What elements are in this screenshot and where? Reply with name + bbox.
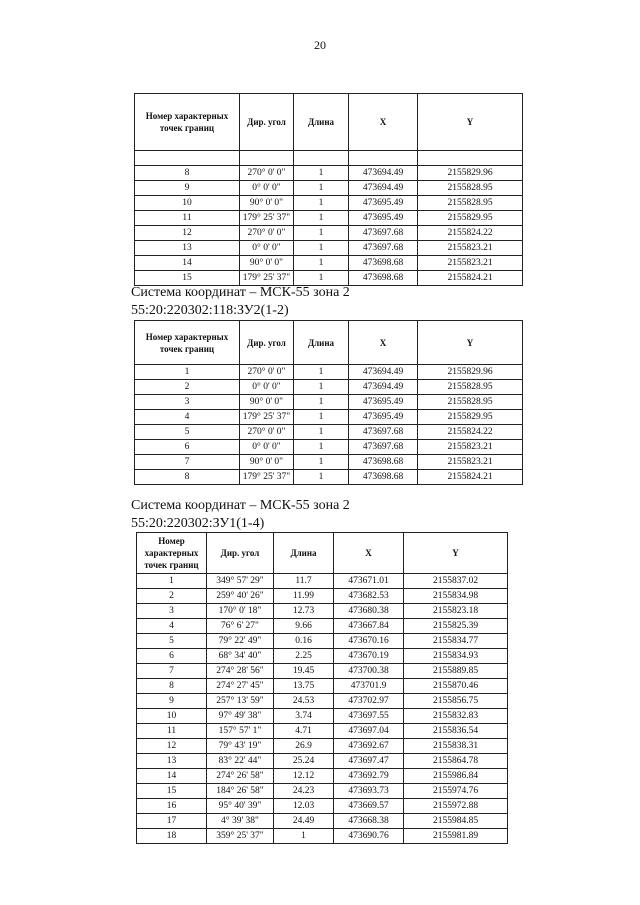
direction-angle-cell: 68° 34' 40" <box>207 649 274 664</box>
y-cell: 2155856.75 <box>404 694 508 709</box>
point-number-cell: 9 <box>137 694 207 709</box>
table-row <box>135 455 523 470</box>
length-cell: 4.71 <box>274 724 334 739</box>
y-cell: 2155824.21 <box>418 271 523 286</box>
point-number-cell: 2 <box>135 380 240 395</box>
header-x: X <box>334 533 404 574</box>
table-row <box>137 784 508 799</box>
point-number-cell: 16 <box>137 799 207 814</box>
length-cell: 19.45 <box>274 664 334 679</box>
table-row <box>137 649 508 664</box>
y-cell: 2155823.21 <box>418 440 523 455</box>
length-cell: 1 <box>274 829 334 844</box>
point-number-cell: 13 <box>137 754 207 769</box>
y-cell: 2155834.93 <box>404 649 508 664</box>
x-cell: 473667.84 <box>334 619 404 634</box>
direction-angle-cell: 270° 0' 0" <box>240 425 294 440</box>
x-cell: 473670.19 <box>334 649 404 664</box>
header-point-number: Номер характерных точек границ <box>137 533 207 574</box>
direction-angle-cell: 274° 27' 45" <box>207 679 274 694</box>
header-point-number: Номер характерных точек границ <box>135 94 240 151</box>
direction-angle-cell: 274° 26' 58" <box>207 769 274 784</box>
length-cell: 24.23 <box>274 784 334 799</box>
y-cell: 2155864.78 <box>404 754 508 769</box>
x-cell: 473690.76 <box>334 829 404 844</box>
direction-angle-cell: 76° 6' 27" <box>207 619 274 634</box>
direction-angle-cell: 274° 28' 56" <box>207 664 274 679</box>
y-cell: 2155836.54 <box>404 724 508 739</box>
length-cell: 25.24 <box>274 754 334 769</box>
point-number-cell: 11 <box>137 724 207 739</box>
point-number-cell: 8 <box>135 470 240 485</box>
y-cell: 2155828.95 <box>418 181 523 196</box>
table-row <box>137 769 508 784</box>
direction-angle-cell: 83° 22' 44" <box>207 754 274 769</box>
page-number: 20 <box>314 38 326 52</box>
point-number-cell: 12 <box>135 226 240 241</box>
length-cell: 24.53 <box>274 694 334 709</box>
y-cell: 2155825.39 <box>404 619 508 634</box>
table-row <box>137 664 508 679</box>
y-cell: 2155829.95 <box>418 410 523 425</box>
x-cell: 473668.38 <box>334 814 404 829</box>
y-cell: 2155828.95 <box>418 380 523 395</box>
y-cell: 2155889.85 <box>404 664 508 679</box>
x-cell: 473694.49 <box>349 365 418 380</box>
direction-angle-cell: 97° 49' 38" <box>207 709 274 724</box>
y-cell: 2155838.31 <box>404 739 508 754</box>
table-row <box>135 166 523 181</box>
x-cell: 473698.68 <box>349 455 418 470</box>
direction-angle-cell: 257° 13' 59" <box>207 694 274 709</box>
direction-angle-cell: 184° 26' 58" <box>207 784 274 799</box>
x-cell: 473695.49 <box>349 211 418 226</box>
y-cell: 2155823.18 <box>404 604 508 619</box>
direction-angle-cell: 0° 0' 0" <box>240 380 294 395</box>
length-cell: 13.75 <box>274 679 334 694</box>
table-row <box>137 679 508 694</box>
point-number-cell: 17 <box>137 814 207 829</box>
header-x: X <box>349 94 418 151</box>
length-cell: 1 <box>294 365 349 380</box>
table-row <box>137 574 508 589</box>
table-row <box>135 181 523 196</box>
x-cell: 473698.68 <box>349 271 418 286</box>
length-cell: 1 <box>294 211 349 226</box>
x-cell: 473693.73 <box>334 784 404 799</box>
point-number-cell: 7 <box>137 664 207 679</box>
x-cell: 473697.68 <box>349 440 418 455</box>
table-row <box>137 634 508 649</box>
length-cell: 1 <box>294 470 349 485</box>
length-cell: 1 <box>294 241 349 256</box>
table-row <box>137 814 508 829</box>
table-row <box>137 724 508 739</box>
table-caption <box>131 284 350 320</box>
length-cell: 3.74 <box>274 709 334 724</box>
point-number-cell: 9 <box>135 181 240 196</box>
header-x: X <box>349 321 418 365</box>
direction-angle-cell: 179° 25' 37" <box>240 271 294 286</box>
y-cell: 2155870.46 <box>404 679 508 694</box>
coordinates-table <box>134 320 523 485</box>
y-cell: 2155834.77 <box>404 634 508 649</box>
length-cell: 1 <box>294 440 349 455</box>
point-number-cell: 8 <box>137 679 207 694</box>
x-cell: 473698.68 <box>349 256 418 271</box>
length-cell: 11.7 <box>274 574 334 589</box>
length-cell: 1 <box>294 256 349 271</box>
length-cell: 12.73 <box>274 604 334 619</box>
direction-angle-cell: 359° 25' 37" <box>207 829 274 844</box>
x-cell: 473702.97 <box>334 694 404 709</box>
length-cell: 1 <box>294 166 349 181</box>
x-cell: 473692.67 <box>334 739 404 754</box>
length-cell: 11.99 <box>274 589 334 604</box>
point-number-cell: 4 <box>135 410 240 425</box>
table-row <box>137 754 508 769</box>
direction-angle-cell: 90° 0' 0" <box>240 256 294 271</box>
length-cell: 12.12 <box>274 769 334 784</box>
header-y: Y <box>404 533 508 574</box>
table-row <box>137 829 508 844</box>
y-cell: 2155981.89 <box>404 829 508 844</box>
length-cell: 0.16 <box>274 634 334 649</box>
coordinate-system-label: Система координат – МСК-55 зона 2 <box>131 285 350 300</box>
point-number-cell: 13 <box>135 241 240 256</box>
table-row <box>135 425 523 440</box>
length-cell: 1 <box>294 181 349 196</box>
y-cell: 2155823.21 <box>418 256 523 271</box>
x-cell: 473670.16 <box>334 634 404 649</box>
direction-angle-cell: 259° 40' 26" <box>207 589 274 604</box>
x-cell: 473697.68 <box>349 241 418 256</box>
cadastral-number-label: 55:20:220302:ЗУ1(1-4) <box>131 516 265 531</box>
y-cell: 2155986.84 <box>404 769 508 784</box>
x-cell: 473692.79 <box>334 769 404 784</box>
length-cell: 1 <box>294 455 349 470</box>
direction-angle-cell: 90° 0' 0" <box>240 455 294 470</box>
point-number-cell: 10 <box>137 709 207 724</box>
direction-angle-cell: 270° 0' 0" <box>240 166 294 181</box>
table-row <box>137 589 508 604</box>
y-cell: 2155828.95 <box>418 196 523 211</box>
point-number-cell: 6 <box>135 440 240 455</box>
table-row <box>137 799 508 814</box>
x-cell: 473694.49 <box>349 166 418 181</box>
length-cell: 1 <box>294 226 349 241</box>
table-row <box>137 619 508 634</box>
direction-angle-cell: 270° 0' 0" <box>240 365 294 380</box>
point-number-cell: 15 <box>135 271 240 286</box>
x-cell: 473680.38 <box>334 604 404 619</box>
direction-angle-cell: 179° 25' 37" <box>240 470 294 485</box>
y-cell: 2155829.96 <box>418 166 523 181</box>
table-row <box>135 256 523 271</box>
header-direction-angle: Дир. угол <box>240 94 294 151</box>
coordinate-system-label: Система координат – МСК-55 зона 2 <box>131 498 350 513</box>
x-cell: 473694.49 <box>349 380 418 395</box>
direction-angle-cell: 0° 0' 0" <box>240 241 294 256</box>
y-cell: 2155832.83 <box>404 709 508 724</box>
table-row <box>137 739 508 754</box>
x-cell: 473682.53 <box>334 589 404 604</box>
y-cell: 2155974.76 <box>404 784 508 799</box>
direction-angle-cell: 349° 57' 29" <box>207 574 274 589</box>
table-row <box>137 694 508 709</box>
table-row <box>135 241 523 256</box>
direction-angle-cell: 179° 25' 37" <box>240 211 294 226</box>
header-length: Длина <box>274 533 334 574</box>
point-number-cell: 18 <box>137 829 207 844</box>
point-number-cell: 6 <box>137 649 207 664</box>
y-cell: 2155829.95 <box>418 211 523 226</box>
y-cell: 2155829.96 <box>418 365 523 380</box>
point-number-cell: 7 <box>135 455 240 470</box>
point-number-cell: 12 <box>137 739 207 754</box>
direction-angle-cell: 179° 25' 37" <box>240 410 294 425</box>
length-cell: 26.9 <box>274 739 334 754</box>
length-cell: 2.25 <box>274 649 334 664</box>
y-cell: 2155834.98 <box>404 589 508 604</box>
x-cell: 473697.55 <box>334 709 404 724</box>
point-number-cell: 15 <box>137 784 207 799</box>
table-row <box>135 440 523 455</box>
y-cell: 2155972.88 <box>404 799 508 814</box>
x-cell: 473697.68 <box>349 226 418 241</box>
direction-angle-cell: 270° 0' 0" <box>240 226 294 241</box>
table-row <box>137 604 508 619</box>
point-number-cell: 11 <box>135 211 240 226</box>
table-row <box>137 709 508 724</box>
table-row <box>135 410 523 425</box>
table-caption <box>131 497 350 533</box>
point-number-cell: 8 <box>135 166 240 181</box>
header-y: Y <box>418 94 523 151</box>
x-cell: 473698.68 <box>349 470 418 485</box>
point-number-cell: 4 <box>137 619 207 634</box>
direction-angle-cell: 0° 0' 0" <box>240 181 294 196</box>
point-number-cell: 5 <box>137 634 207 649</box>
direction-angle-cell: 90° 0' 0" <box>240 395 294 410</box>
length-cell: 1 <box>294 395 349 410</box>
x-cell: 473697.68 <box>349 425 418 440</box>
header-point-number: Номер характерных точек границ <box>135 321 240 365</box>
x-cell: 473701.9 <box>334 679 404 694</box>
length-cell: 1 <box>294 380 349 395</box>
y-cell: 2155824.21 <box>418 470 523 485</box>
x-cell: 473697.04 <box>334 724 404 739</box>
header-direction-angle: Дир. угол <box>207 533 274 574</box>
header-length: Длина <box>294 321 349 365</box>
x-cell: 473694.49 <box>349 181 418 196</box>
length-cell: 1 <box>294 425 349 440</box>
point-number-cell: 3 <box>135 395 240 410</box>
direction-angle-cell: 79° 43' 19" <box>207 739 274 754</box>
direction-angle-cell: 0° 0' 0" <box>240 440 294 455</box>
direction-angle-cell: 90° 0' 0" <box>240 196 294 211</box>
direction-angle-cell: 170° 0' 18" <box>207 604 274 619</box>
y-cell: 2155824.22 <box>418 226 523 241</box>
table-row <box>135 211 523 226</box>
point-number-cell: 5 <box>135 425 240 440</box>
direction-angle-cell: 79° 22' 49" <box>207 634 274 649</box>
point-number-cell: 2 <box>137 589 207 604</box>
point-number-cell: 1 <box>137 574 207 589</box>
coordinates-table <box>134 93 523 286</box>
direction-angle-cell: 157° 57' 1" <box>207 724 274 739</box>
header-y: Y <box>418 321 523 365</box>
x-cell: 473697.47 <box>334 754 404 769</box>
table-row <box>135 395 523 410</box>
y-cell: 2155823.21 <box>418 455 523 470</box>
x-cell: 473671.01 <box>334 574 404 589</box>
length-cell: 24.49 <box>274 814 334 829</box>
coordinates-table <box>136 532 508 844</box>
cadastral-number-label: 55:20:220302:118:ЗУ2(1-2) <box>131 303 289 318</box>
table-row <box>135 470 523 485</box>
length-cell: 9.66 <box>274 619 334 634</box>
length-cell: 12.03 <box>274 799 334 814</box>
table-row <box>135 226 523 241</box>
x-cell: 473695.49 <box>349 196 418 211</box>
point-number-cell: 1 <box>135 365 240 380</box>
y-cell: 2155824.22 <box>418 425 523 440</box>
direction-angle-cell: 95° 40' 39" <box>207 799 274 814</box>
table-row <box>135 380 523 395</box>
x-cell: 473695.49 <box>349 410 418 425</box>
x-cell: 473669.57 <box>334 799 404 814</box>
length-cell: 1 <box>294 410 349 425</box>
point-number-cell: 10 <box>135 196 240 211</box>
table-row <box>135 196 523 211</box>
length-cell: 1 <box>294 271 349 286</box>
y-cell: 2155984.85 <box>404 814 508 829</box>
point-number-cell: 14 <box>137 769 207 784</box>
table-row <box>135 365 523 380</box>
x-cell: 473700.38 <box>334 664 404 679</box>
header-length: Длина <box>294 94 349 151</box>
point-number-cell: 3 <box>137 604 207 619</box>
header-direction-angle: Дир. угол <box>240 321 294 365</box>
direction-angle-cell: 4° 39' 38" <box>207 814 274 829</box>
y-cell: 2155837.02 <box>404 574 508 589</box>
length-cell: 1 <box>294 196 349 211</box>
y-cell: 2155823.21 <box>418 241 523 256</box>
x-cell: 473695.49 <box>349 395 418 410</box>
y-cell: 2155828.95 <box>418 395 523 410</box>
point-number-cell: 14 <box>135 256 240 271</box>
